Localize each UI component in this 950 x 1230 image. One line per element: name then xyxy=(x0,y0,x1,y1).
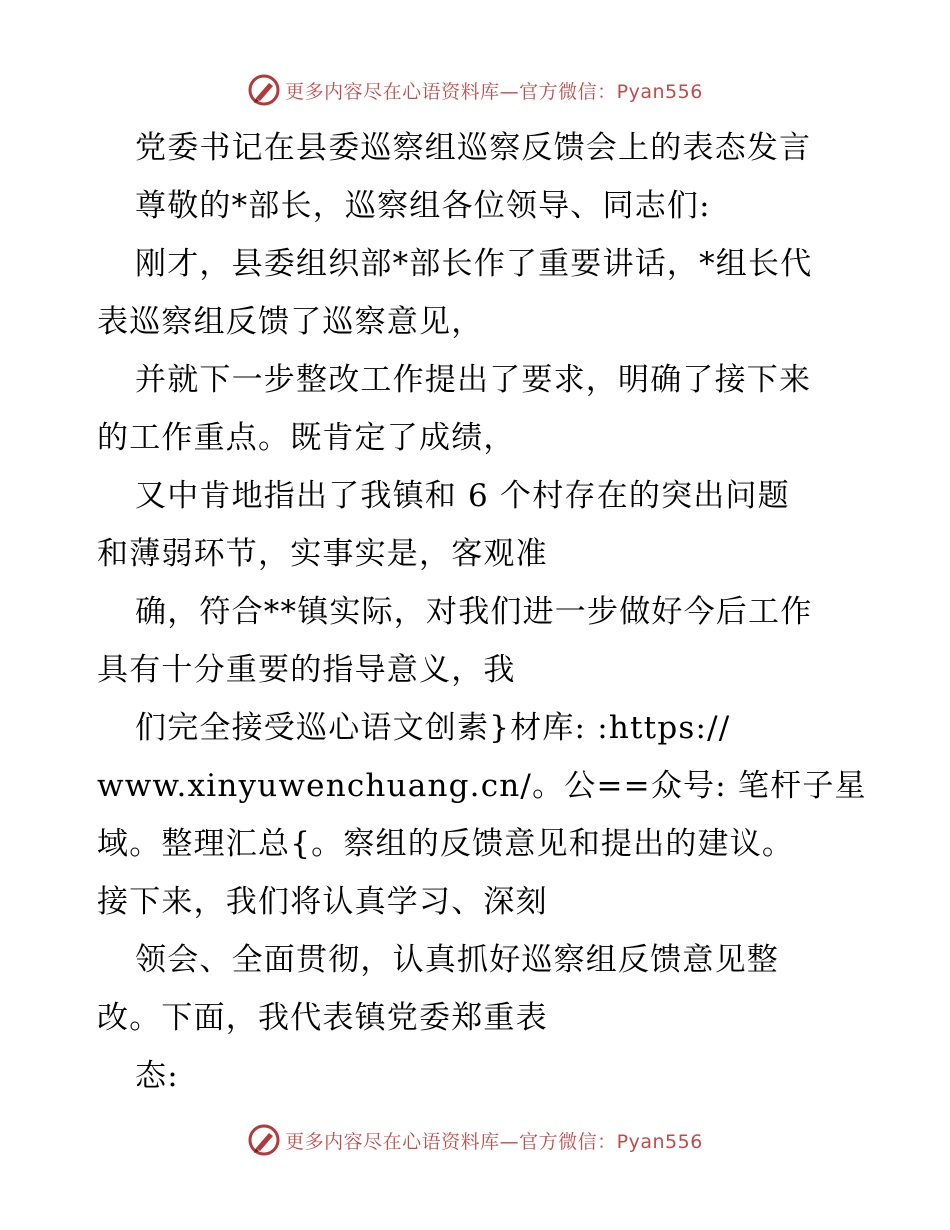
banner-text: 更多内容尽在心语资料库—官方微信：Pyan556 xyxy=(285,1130,703,1153)
header-banner xyxy=(0,70,950,110)
doc-line: 具有十分重要的指导意义，我 xyxy=(97,652,516,688)
doc-line: 域。整理汇总{。察组的反馈意见和提出的建议。 xyxy=(97,826,795,862)
pen-logo-icon xyxy=(247,73,281,107)
doc-line: 的工作重点。既肯定了成绩， xyxy=(97,420,516,456)
doc-line: 和薄弱环节，实事实是，客观准 xyxy=(97,536,548,572)
doc-line: www.xinyuwenchuang.cn/。公==众号: 笔杆子星 xyxy=(97,768,867,804)
doc-line: 并就下一步整改工作提出了要求，明确了接下来 xyxy=(135,362,812,398)
doc-line: 态: xyxy=(135,1058,179,1094)
doc-line: 领会、全面贯彻，认真抓好巡察组反馈意见整 xyxy=(135,942,779,978)
doc-line: 接下来，我们将认真学习、深刻 xyxy=(97,884,548,920)
doc-line: 尊敬的*部长，巡察组各位领导、同志们: xyxy=(135,188,711,224)
doc-line: 确，符合**镇实际，对我们进一步做好今后工作 xyxy=(135,594,813,630)
doc-line: 改。下面，我代表镇党委郑重表 xyxy=(97,1000,548,1036)
doc-line: 刚才，县委组织部*部长作了重要讲话，*组长代 xyxy=(135,246,813,282)
banner-text: 更多内容尽在心语资料库—官方微信：Pyan556 xyxy=(285,80,703,103)
doc-line: 又中肯地指出了我镇和 6 个村存在的突出问题 xyxy=(135,478,790,514)
doc-title: 党委书记在县委巡察组巡察反馈会上的表态发言 xyxy=(135,130,812,166)
doc-line: 表巡察组反馈了巡察意见， xyxy=(97,304,484,340)
pen-logo-icon xyxy=(247,1123,281,1157)
footer-banner xyxy=(0,1120,950,1160)
doc-line: 们完全接受巡心语文创素}材库: :https:// xyxy=(135,710,731,746)
